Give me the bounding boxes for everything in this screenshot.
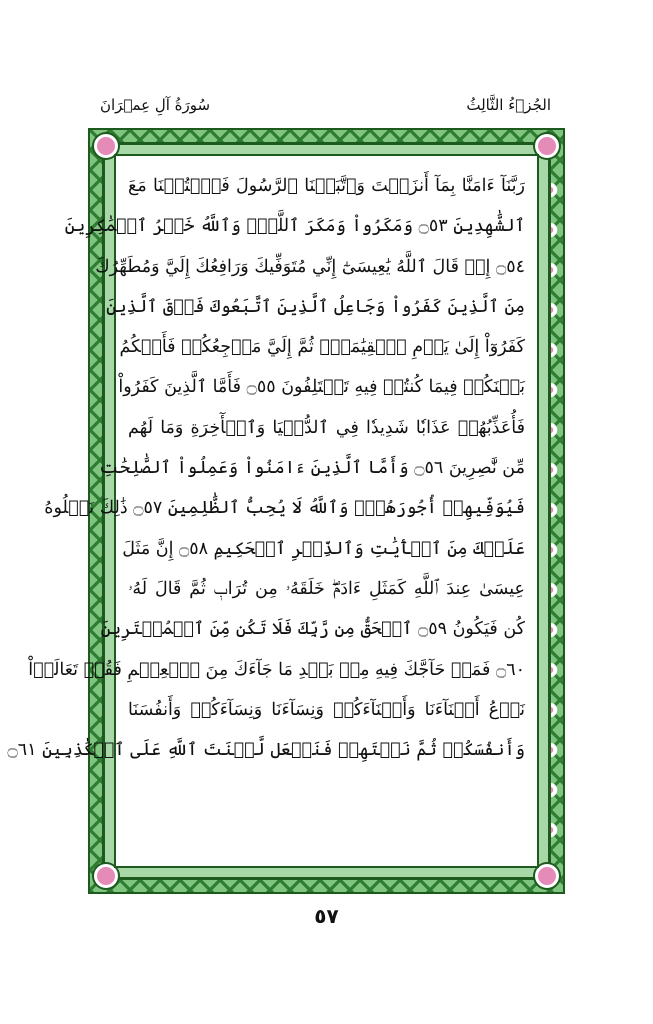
text-line-8: مِّن نَّٰصِرِينَ ۝٥٦ وَأَمَّا ٱلَّذِينَ ءَامَنُواْ وَعَمِلُواْ ٱلصَّٰلِحَٰتِ — [99, 458, 525, 479]
text-panel — [7, 154, 539, 868]
text-line-3: ۝٥٤ إِذۡ قَالَ ٱللَّهُ يَٰعِيسَىٰٓ إِنِّي مُتَوَفِّيكَ وَرَافِعُكَ إِلَيَّ وَمُطَهِّرُكَ — [95, 256, 525, 277]
text-line-13: ۝٦٠ فَمَنۡ حَآجَّكَ فِيهِ مِنۢ بَعۡدِ مَا جَآءَكَ مِنَ ٱلۡعِلۡمِ فَقُلۡ تَعَالَوۡاْ — [28, 659, 525, 680]
juz-name-header: الجُزۡءُ الثَّالِثُ — [466, 96, 551, 114]
text-line-5: كَفَرُوٓاْ إِلَىٰ يَوۡمِ ٱلۡقِيَٰمَةِۖ ثُمَّ إِلَيَّ مَرۡجِعُكُمۡ فَأَحۡكُمُ — [119, 337, 525, 358]
text-line-1: رَبَّنَآ ءَامَنَّا بِمَآ أَنزَلۡتَ وَٱتَّبَعۡنَا ٱلرَّسُولَ فَٱكۡتُبۡنَا مَعَ — [128, 176, 525, 196]
text-line-4: مِنَ ٱلَّذِينَ كَفَرُواْ وَجَاعِلُ ٱلَّذِينَ ٱتَّبَعُوكَ فَوۡقَ ٱلَّذِينَ — [106, 296, 525, 317]
page-number: ٥٧ — [314, 904, 339, 928]
text-line-15: وَأَنفُسَكُمۡ ثُمَّ نَبۡتَهِلۡ فَنَجۡعَل لَّعۡنَتَ ٱللَّهِ عَلَى ٱلۡكَٰذِبِينَ ۝٦١ — [7, 740, 525, 761]
text-line-9: فَيُوَفِّيهِمۡ أُجُورَهُمۡۗ وَٱللَّهُ لَا يُحِبُّ ٱلظَّٰلِمِينَ ۝٥٧ ذَٰلِكَ نَتۡلُوهُ — [44, 498, 525, 519]
text-line-7: فَأُعَذِّبُهُمۡ عَذَابٗا شَدِيدٗا فِي ٱلدُّنۡيَا وَٱلۡأٓخِرَةِ وَمَا لَهُم — [128, 417, 525, 438]
text-line-14: نَدۡعُ أَبۡنَآءَنَا وَأَبۡنَآءَكُمۡ وَنِسَآءَنَا وَنِسَآءَكُمۡ وَأَنفُسَنَا — [128, 699, 525, 720]
text-line-10: عَلَيۡكَ مِنَ ٱلۡأٓيَٰتِ وَٱلذِّكۡرِ ٱلۡحَكِيمِ ۝٥٨ إِنَّ مَثَلَ — [122, 538, 525, 559]
text-line-6: بَيۡنَكُمۡ فِيمَا كُنتُمۡ فِيهِ تَخۡتَلِفُونَ ۝٥٥ فَأَمَّا ٱلَّذِينَ كَفَرُواْ — [118, 377, 525, 398]
verse-text-block — [7, 166, 525, 770]
text-line-12: كُن فَيَكُونُ ۝٥٩ ٱلۡحَقُّ مِن رَّبِّكَ فَلَا تَكُن مِّنَ ٱلۡمُمۡتَرِينَ — [100, 619, 525, 640]
surah-name-header: سُورَةُ آلِ عِمۡرَانَ — [100, 96, 211, 114]
text-line-2: ٱلشَّٰهِدِينَ ۝٥٣ وَمَكَرُواْ وَمَكَرَ ٱللَّهُۖ وَٱللَّهُ خَيۡرُ ٱلۡمَٰكِرِينَ — [64, 216, 525, 237]
ornamental-page-frame — [7, 128, 565, 894]
text-line-11: عِيسَىٰ عِندَ ٱللَّهِ كَمَثَلِ ءَادَمَۖ خَلَقَهُۥ مِن تُرَابٖ ثُمَّ قَالَ لَهُۥ — [128, 578, 525, 599]
